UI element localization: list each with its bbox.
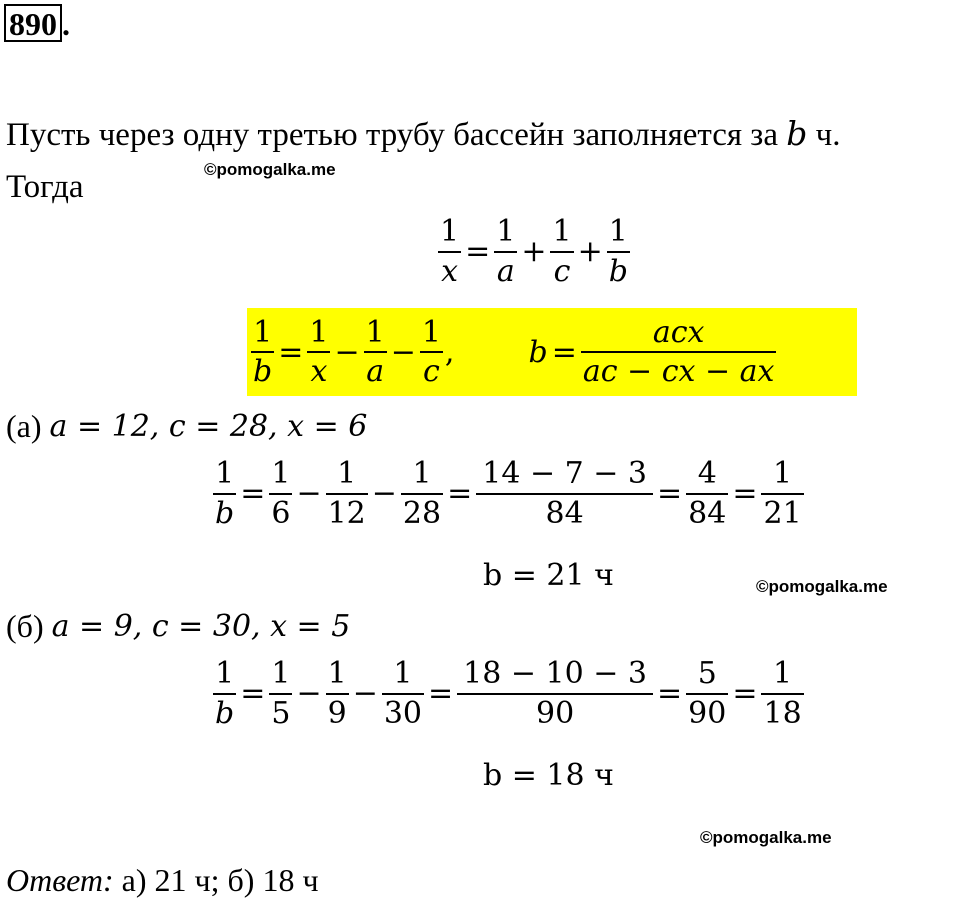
fraction-b-formula: $\frac{\text{acx}}{ac - cx - ax}$ — [582, 314, 775, 389]
fraction-term-3: $\frac{1}{b}$ — [608, 214, 628, 289]
fraction-lhs: $\frac{1}{x}$ — [440, 214, 460, 289]
fraction-term-2: $\frac{1}{c}$ — [552, 214, 572, 289]
problem-number-box — [4, 4, 62, 42]
watermark-bottom: ©pomogalka.me — [700, 828, 832, 847]
fraction-term-1: $\frac{1}{a}$ — [496, 214, 516, 289]
watermark-top: ©pomogalka.me — [204, 160, 336, 179]
equation-general: $\frac{1}{x}$ = $\frac{1}{a}$ + $\frac{1}{c}$ + $\frac{1}{b}$ — [440, 214, 628, 289]
intro-variable: b — [786, 114, 808, 153]
part-a-given: (а) a = 12, c = 28, x = 6 — [6, 408, 368, 444]
equation-highlight: $\frac{1}{b}$ = $\frac{1}{x}$ − $\frac{1}{a}$ − $\frac{1}{c}$ , b = $\frac{\text{acx}}{ac - cx - ax}$ — [247, 308, 857, 396]
part-b-calculation: $\frac{1}{b}$ = $\frac{1}{5}$ − $\frac{1}{9}$ − $\frac{1}{30}$ = $\frac{18 - 10 - 3}{90}$ = $\frac{5}{90}$ = $\frac{1}{18}$ — [215, 656, 802, 731]
answer-line — [6, 862, 319, 899]
answer-label: Ответ: — [6, 862, 114, 898]
part-b-given: (б) a = 9, c = 30, x = 5 — [6, 608, 351, 644]
part-a-calculation: $\frac{1}{b}$ = $\frac{1}{6}$ − $\frac{1}{12}$ − $\frac{1}{28}$ = $\frac{14 - 7 - 3}{84}$ = $\frac{4}{84}$ = $\frac{1}{21}$ — [215, 456, 802, 531]
b-label: b — [528, 334, 548, 370]
answer-text: а) 21 ч; б) 18 ч — [121, 862, 319, 898]
intro-unit: ч. — [815, 117, 841, 153]
watermark-middle: ©pomogalka.me — [756, 577, 888, 596]
part-b-result: b = 18 ч — [483, 758, 614, 793]
problem-number — [4, 4, 70, 42]
problem-number-value: 890 — [9, 6, 57, 42]
part-a-result: b = 21 ч — [483, 558, 614, 593]
intro-line-2: Тогда — [6, 169, 84, 205]
intro-line-1 — [6, 114, 840, 154]
problem-number-dot: . — [62, 6, 70, 42]
intro-text: Пусть через одну третью трубу бассейн заполняется за — [6, 117, 778, 153]
